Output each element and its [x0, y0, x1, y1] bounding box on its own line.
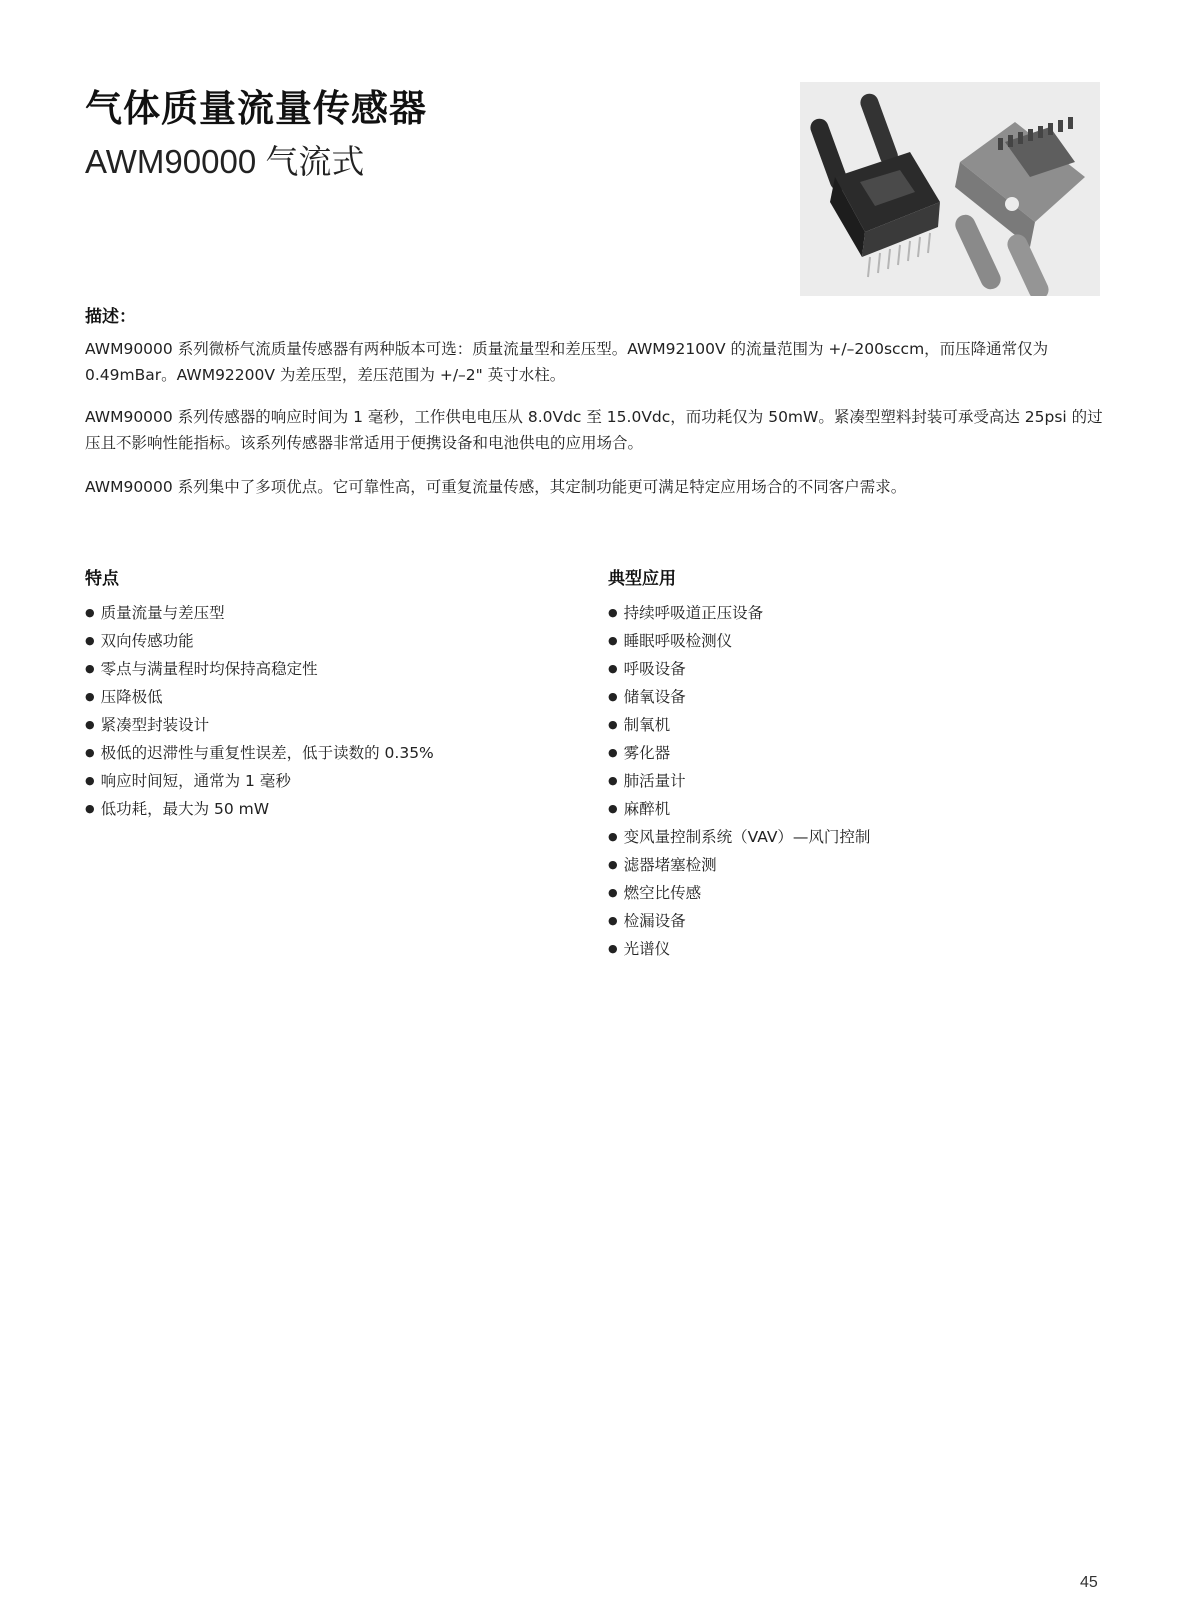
applications-list: [608, 600, 870, 964]
list-item: ● 变风量控制系统（VAV）—风门控制: [608, 824, 870, 852]
list-item: ● 燃空比传感: [608, 880, 870, 908]
description-heading: 描述：: [85, 307, 136, 327]
list-item: ● 紧凑型封装设计: [85, 712, 434, 740]
list-item: ● 低功耗，最大为 50 mW: [85, 796, 434, 824]
description-text-2: AWM90000 系列传感器的响应时间为 1 毫秒，工作供电电压从 8.0Vdc 至 15.0Vdc，而功耗仅为 50mW。紧凑型塑料封装可承受高达 25psi 的过压且不影响性能指标。该系列传感器非常适用于便携设备和电池供电的应用场合。: [85, 408, 1103, 452]
list-item: ● 光谱仪: [608, 936, 870, 964]
page-number: 45: [1080, 1574, 1098, 1591]
applications-heading: 典型应用: [608, 569, 676, 589]
list-item: ● 压降极低: [85, 684, 434, 712]
features-list: [85, 600, 434, 824]
list-item: ● 呼吸设备: [608, 656, 870, 684]
list-item: ● 双向传感功能: [85, 628, 434, 656]
page-subtitle: AWM90000 气流式: [85, 143, 365, 180]
description-text-3: AWM90000 系列集中了多项优点。它可靠性高，可重复流量传感，其定制功能更可满足特定应用场合的不同客户需求。: [85, 478, 907, 496]
list-item: ● 睡眠呼吸检测仪: [608, 628, 870, 656]
sensor-product-photo-icon: [800, 82, 1100, 296]
features-heading: 特点: [85, 569, 119, 589]
list-item: ● 极低的迟滞性与重复性误差，低于读数的 0.35%: [85, 740, 434, 768]
list-item: ● 响应时间短，通常为 1 毫秒: [85, 768, 434, 796]
description-paragraph-3: [85, 474, 1105, 500]
list-item: ● 制氧机: [608, 712, 870, 740]
list-item: ● 储氧设备: [608, 684, 870, 712]
list-item: ● 麻醉机: [608, 796, 870, 824]
description-paragraph-1: [85, 336, 1105, 388]
page-title: 气体质量流量传感器: [85, 87, 427, 130]
list-item: ● 持续呼吸道正压设备: [608, 600, 870, 628]
description-paragraph-2: [85, 404, 1105, 456]
list-item: ● 检漏设备: [608, 908, 870, 936]
description-text-1: AWM90000 系列微桥气流质量传感器有两种版本可选：质量流量型和差压型。AWM92100V 的流量范围为 +/–200sccm，而压降通常仅为 0.49mBar。AWM92200V 为差压型，差压范围为 +/–2" 英寸水柱。: [85, 340, 1049, 384]
list-item: ● 雾化器: [608, 740, 870, 768]
list-item: ● 滤器堵塞检测: [608, 852, 870, 880]
list-item: ● 零点与满量程时均保持高稳定性: [85, 656, 434, 684]
list-item: ● 肺活量计: [608, 768, 870, 796]
list-item: ● 质量流量与差压型: [85, 600, 434, 628]
